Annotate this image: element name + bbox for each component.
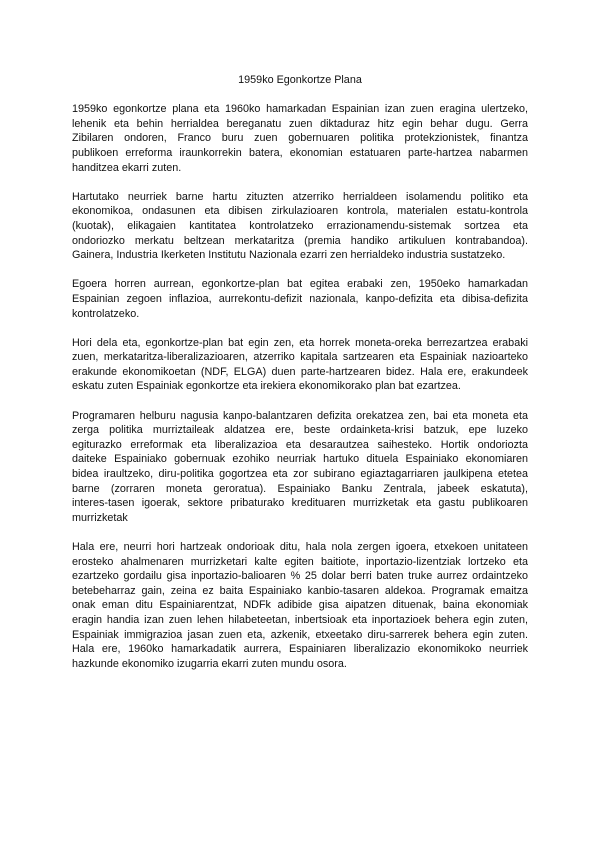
text-line: daiteke Espainiako gobernuak ezohiko neurriak hartuko dituela Espainiako ekonomiaren [72,453,528,466]
text-line: Gainera, Industria Ikerketen Institutu Nazionala ezarri zen herrialdeko industria sustatzeko. [72,249,506,262]
text-line: murrizketak [72,511,128,524]
document-title: 1959ko Egonkortze Plana [238,74,362,86]
text-line: eragin handia izan zuen lehen hilabeteetan, inbertsioak eta inportazioek behera egin zuten, [72,613,528,626]
paragraph [72,190,528,263]
text-line: Egoera horren aurrean, egonkortze-plan bat egitea erabaki zen, 1950eko hamarkadan [72,278,528,291]
text-line: interes-tasen igoerak, sektore pribaturako kredituaren murrizketak eta gastu publikoaren [72,497,528,510]
text-line: erakunde ekonomikoetan (NDF, ELGA) duen parte-hartzearen bidez. Hala ere, erakundeek [72,365,528,378]
text-line: zerga politika murriztaileak aldatzea ere, beste ordainketa-krisi batzuk, epe luzeko [72,424,528,437]
text-line: ezartzeko gordailu gisa inportazio-balioaren % 25 dolar berri baten truke aurrez ordaintzeko [72,570,528,583]
text-line: 1959ko egonkortze plana eta 1960ko hamarkadan Espainian izan zuen eragina ulertzeko, [72,103,528,116]
text-line: Espainiak immigrazioa jasan zuen eta, azkenik, etxeetako diru-sarrerek behera egin zuten. [72,628,528,641]
document-body [72,102,528,671]
text-line: erosteko ahalmenaren murrizketari kalte egiten baitiote, inportazio-lizentziak lortzeko eta [72,555,528,568]
text-line: lehenik eta behin herrialdea bereganatu zuen diktaduraz hitz egin behar dugu. Gerra [72,117,528,130]
document-page [72,73,528,671]
text-line: publikoen erreforma iraunkorrekin batera, ekonomian estatuaren parte-hartzea nabarmen [72,146,528,159]
text-line: Zibilaren ondoren, Franco buru zuen gobernuaren politika protekzionistek, finantza [72,132,528,145]
paragraph [72,277,528,321]
paragraph [72,336,528,394]
text-line: egiturazko erreformak eta liberalizazioa eta desarautzea saihesteko. Hortik ondoriozta [72,438,528,451]
text-line: Hartutako neurriek barne hartu zituzten atzerriko herrialdeen isolamendu politiko eta [72,190,528,203]
paragraph [72,409,528,526]
text-line: (kuotak), elikagaien kantitatea kontrolatzeko errazionamendu-sistemak sortzea eta [72,219,528,232]
text-line: kontrolatzeko. [72,307,140,320]
text-line: bidea iraultzeko, diru-politika gogortzea eta zor subirano egiaztagarriaren jaulkipena etetea [72,468,528,481]
text-line: Hala ere, neurri hori hartzeak ondorioak ditu, hala nola zergen igoera, etxekoen unitateen [72,541,528,553]
text-line: Hori dela eta, egonkortze-plan bat egin zen, eta horrek moneta-oreka berrezartzea erabaki [72,336,528,349]
text-line: Espainian zegoen inflazioa, aurrekontu-defizit nazionala, kanpo-defizita eta dibisa-defizita [72,292,528,305]
text-line: ondoriozko merkatu beltzean merkataritza (premia handiko artikuluen kontrabandoa). [72,234,528,247]
paragraph [72,540,528,671]
text-line: zuen, merkataritza-liberalizazioaren, atzerriko kapitala sartzearen eta Espainiak nazioarteko [72,351,528,364]
text-line: onak eman ditu Espainiarentzat, NDFk adibide gisa aipatzen dituenak, baina ekonomiak [72,599,528,612]
paragraph [72,102,528,175]
text-line: barne (zorraren moneta geroratua). Espainiako Banku Zentrala, jabeek eskatuta), [72,482,528,495]
text-line: betebeharraz gain, zeina ez baita Espainiako kanbio-tasaren aldekoa. Programak emaitza [72,584,528,597]
text-line: handitzea ekarri zuten. [72,161,182,174]
text-line: Hala ere, 1960ko hamarkadatik aurrera, Espainiaren liberalizazio ekonomikoko neurriek [72,643,528,656]
text-line: Programaren helburu nagusia kanpo-balantzaren defizita orekatzea zen, bai eta moneta eta [72,409,528,422]
text-line: hazkunde ekonomiko izugarria ekarri zuten mundu osora. [72,657,347,670]
text-line: ekonomikoa, ondasunen eta dibisen zirkulazioaren kontrola, materialen estatu-kontrola [72,205,528,218]
text-line: eskatu zuten Espainiak egonkortze eta irekiera ekonomikorako plan bat ezartzea. [72,380,461,393]
